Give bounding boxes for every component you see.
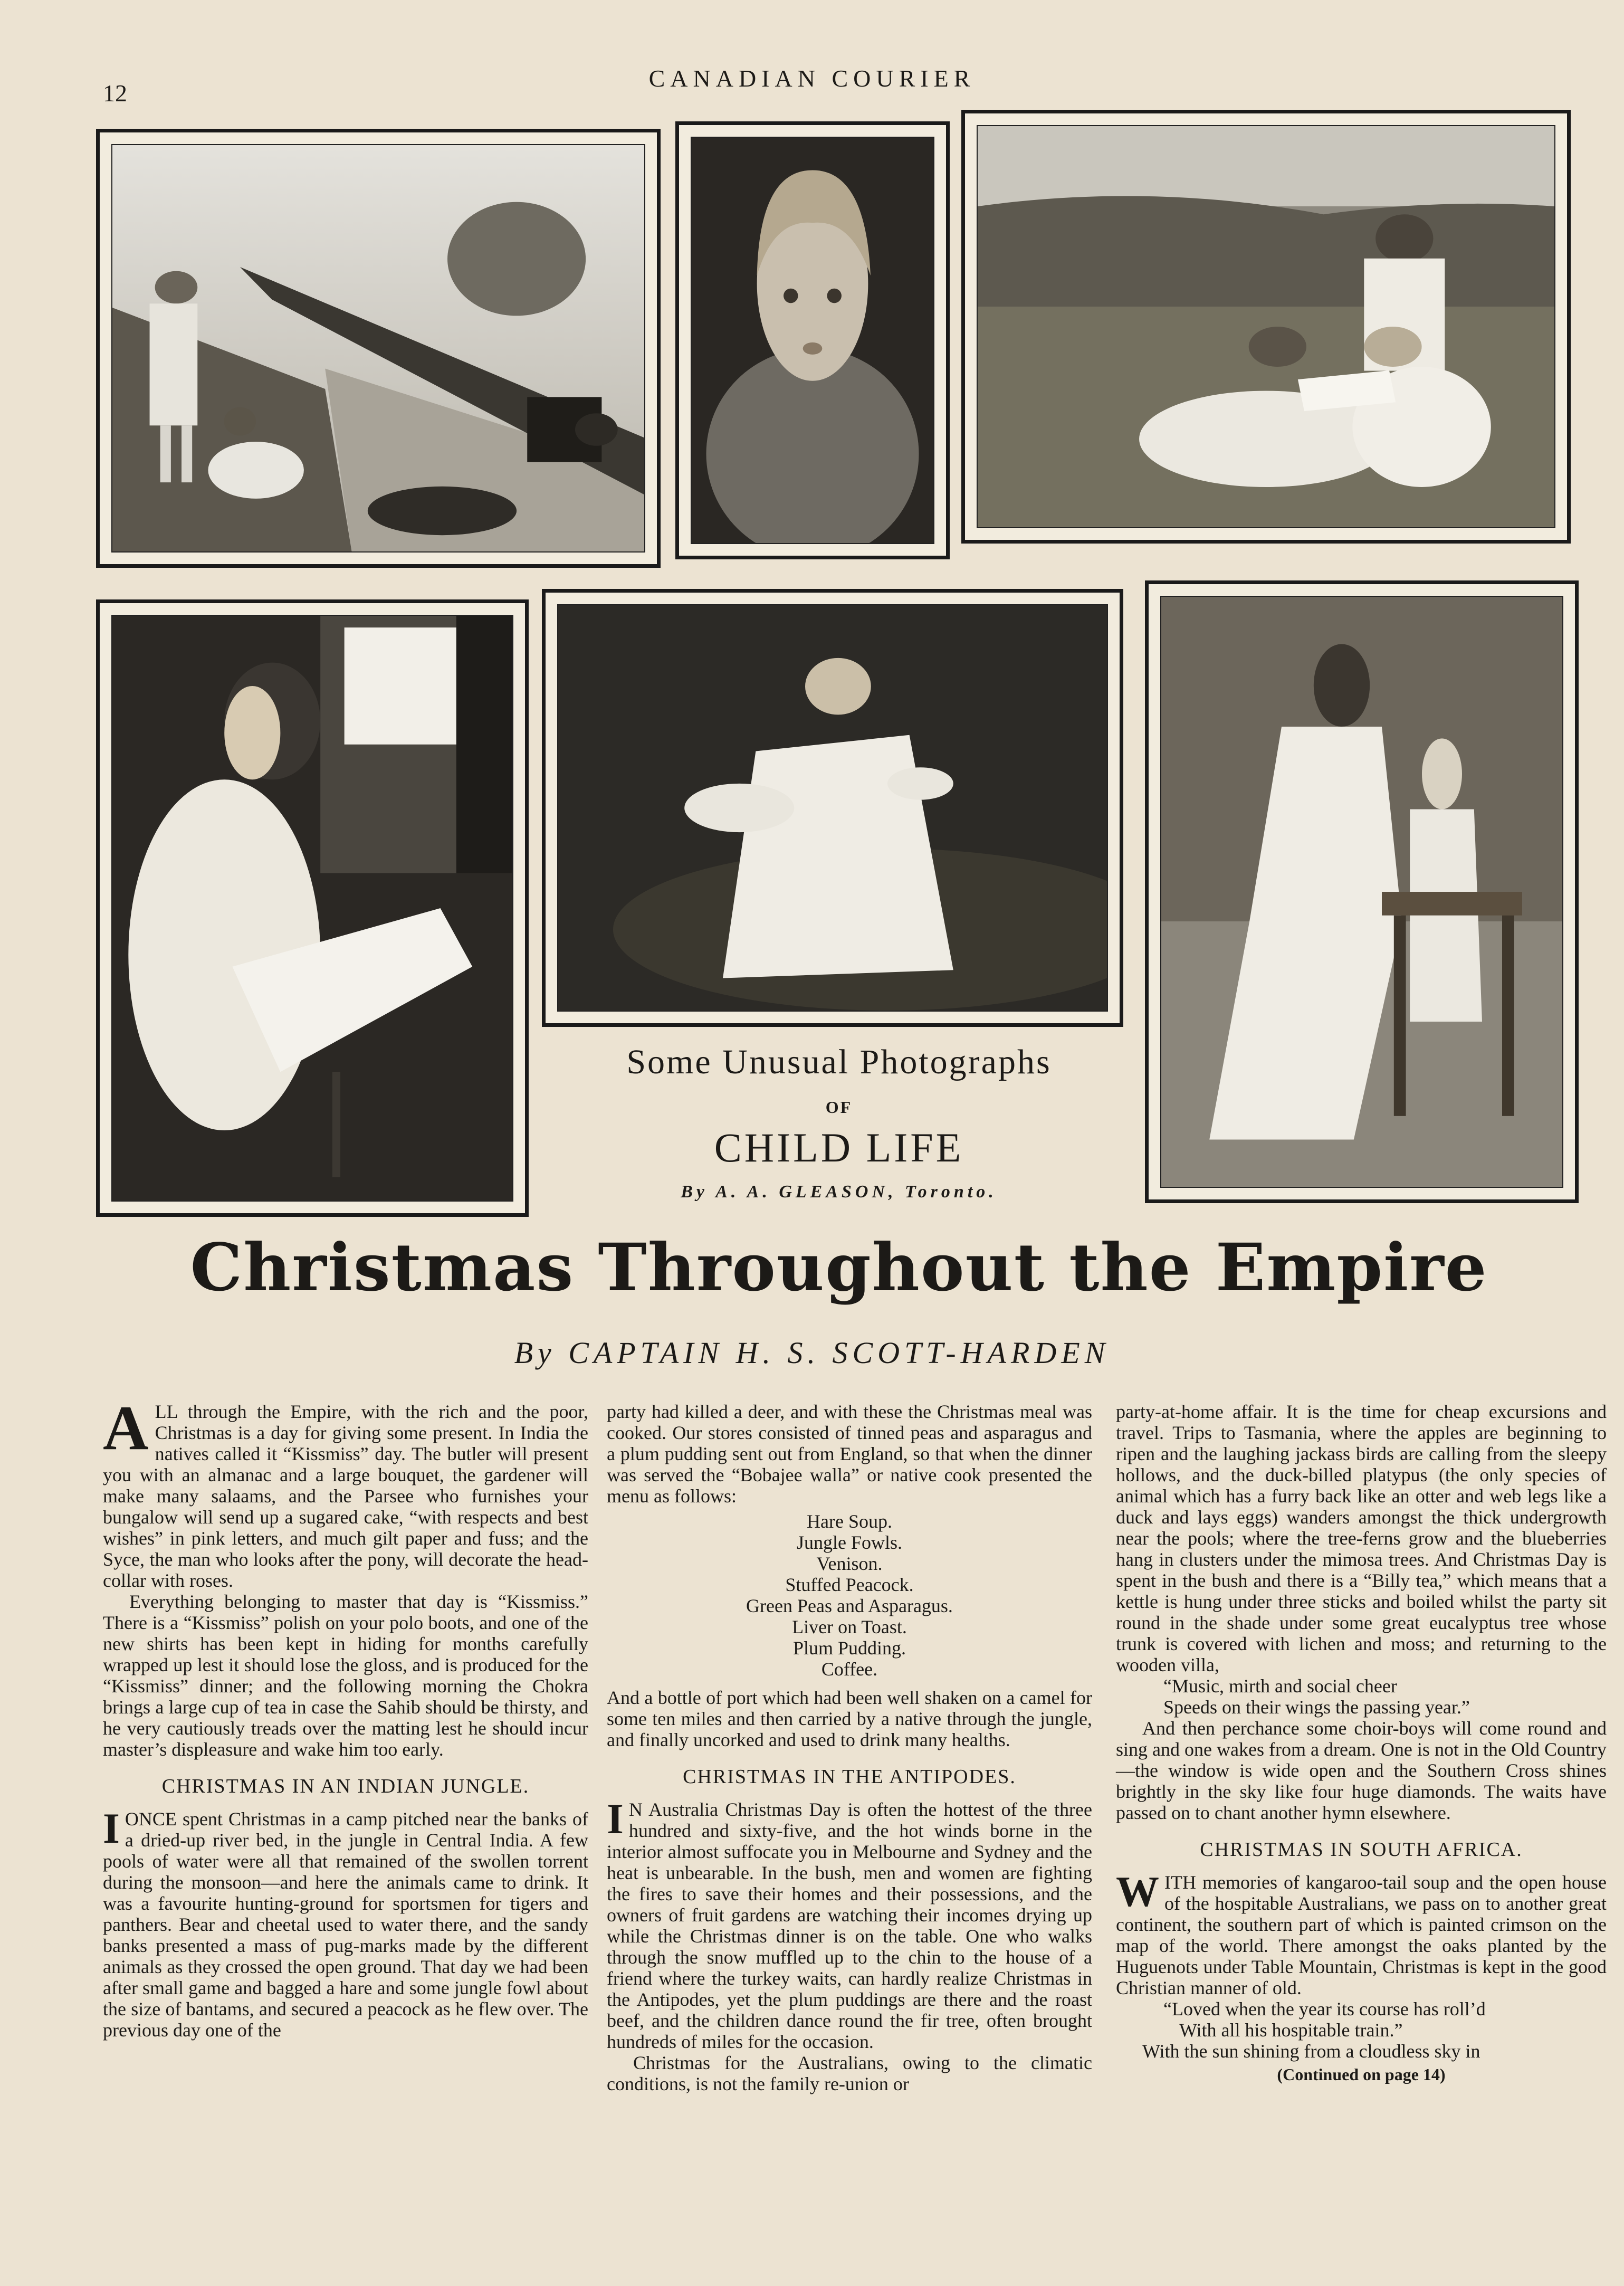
verse-quote [1116,1675,1607,1718]
photo-boy-portrait [675,121,950,559]
paragraph: And then perchance some choir-boys will come round and sing and one wakes from a dream. One is not in the Old Country—the window is wide open and the Southern Cross shines brightly in the sky like four huge diamonds. The waits have passed on to chant another hymn elsewhere. [1116,1718,1607,1823]
photo-children-train [96,129,661,568]
drop-cap: I [607,1795,624,1843]
section-heading: CHRISTMAS IN AN INDIAN JUNGLE. [161,1775,530,1797]
paragraph: ALL through the Empire, with the rich and the poor, Christmas is a day for giving some present. In India the natives called it “Kissmiss” day. The butler will present you with an almanac and a large bouquet, the gardener will make many salaams, and the Parsee who furnishes your bungalow will send up a sugared cake, “with respects and best wishes” in pink letters, and much gilt paper and fuss; and the Syce, the man who looks after the pony, will decorate the head-collar with roses. [103,1393,588,1591]
menu-item: Stuffed Peacock. [785,1574,914,1595]
running-head: CANADIAN COURIER [648,65,976,92]
verse-line: Speeds on their wings the passing year.” [1163,1697,1470,1718]
drop-cap: I [103,1804,120,1852]
section-heading: CHRISTMAS IN THE ANTIPODES. [683,1766,1016,1788]
photo-feature-title-of: OF [825,1098,853,1117]
photo-mother-child-table [1145,580,1579,1203]
article-byline: By CAPTAIN H. S. SCOTT-HARDEN [514,1336,1110,1370]
paragraph: With the sun shining from a cloudless sky in [1142,2041,1480,2062]
paragraph: Everything belonging to master that day is “Kissmiss.” There is a “Kissmiss” polish on your polo boots, and one of the new shirts has been kept in hiding for months carefully wrapped up lest it should lose the gloss, and is produced for the “Kissmiss” dinner; and the following morning the Chokra brings a large cup of tea in case the Sahib should be thirsty, and he very cautiously treads over the matting lest he should incur master’s displeasure and wake him too early. [103,1591,588,1760]
article-headline: Christmas Throughout the Empire [190,1230,1488,1306]
paragraph: party-at-home affair. It is the time for cheap excursions and travel. Trips to Tasmania, where the apples are beginning to ripen and the laughing jackass birds are calling from the sleepy hollows, and the duck-billed platypus (the only species of animal which has a furry back like an otter and web legs like a duck and lays eggs) wanders amongst the thick undergrowth near the pools; where the tree-ferns grow and the blueberries hang in clusters under the mimosa trees. And Christmas Day is spent in the bush and there is a “Billy tea,” which means that a kettle is hung under three sticks and boiled whilst the party sit round in the shade under some great eucalyptus tree whose trunk is covered with lichen and moss; and returning to the wooden villa, [1116,1401,1607,1675]
article-column-3 [1116,1401,1607,2085]
paragraph: party had killed a deer, and with these the Christmas meal was cooked. Our stores consisted of tinned peas and asparagus and a plum pudding sent out from England, so that when the dinner was served the “Bobajee walla” or native cook presented the menu as follows: [607,1401,1092,1507]
paragraph: Christmas for the Australians, owing to the climatic conditions, is not the family re-union or [607,2052,1092,2094]
dinner-menu [607,1511,1092,1680]
article-column-2 [607,1401,1092,2094]
verse-line: “Loved when the year its course has roll’d [1163,1998,1486,2020]
verse-quote [1116,1998,1607,2041]
menu-item: Green Peas and Asparagus. [746,1595,953,1616]
paragraph: I N Australia Christmas Day is often the hottest of the three hundred and sixty-five, and the hot winds borne in the interior almost suffocate you in Melbourne and Sydney and the heat is unbearable. In the bush, men and women are fighting the fires to save their homes and their possessions, and the owners of fruit gardens are watching their incomes drying up while the Christmas dinner is on the table. One who walks through the snow muffled up to the chin to the house of a friend where the turkey waits, can hardly realize Christmas in the Antipodes, yet the plum puddings are there and the roast beef, and the children dance round the fir tree, often brought hundreds of miles for the occasion. [607,1795,1092,2052]
verse-line: With all his hospitable train.” [1179,2020,1403,2041]
menu-item: Plum Pudding. [792,1637,906,1659]
paragraph: IONCE spent Christmas in a camp pitched near the banks of a dried-up river bed, in the jungle in Central India. A few pools of water were all that remained of the swollen torrent during the monsoon—and here the animals came to drink. It was a favourite hunting-ground for sportsmen for tigers and panthers. Bear and cheetal used to water there, and the sandy banks presented a mass of pug-marks made by the different animals as they crossed the open ground. That day we had been after small game and bagged a hare and some jungle fowl about the size of bantams, and secured a peacock as he flew over. The previous day one of the [103,1804,588,2041]
drop-cap: W [1116,1868,1159,1916]
page-number: 12 [103,80,127,107]
menu-item: Liver on Toast. [792,1616,907,1637]
menu-item: Coffee. [821,1659,878,1680]
menu-item: Venison. [816,1553,883,1574]
article-column-1 [103,1393,588,2041]
menu-item: Hare Soup. [807,1511,892,1532]
photo-woman-children-reading-outdoors [961,110,1571,544]
paragraph: WITH memories of kangaroo-tail soup and the open house of the hospitable Australians, we pass on to another great continent, the southern part of which is painted crimson on the map of the world. There amongst the oaks planted by the Huguenots under Table Mountain, Christmas is kept in the good Christian manner of old. [1116,1868,1607,1998]
paragraph: And a bottle of port which had been well shaken on a camel for some ten miles and then carried by a native through the jungle, and finally uncorked and used to drink many healths. [607,1687,1092,1750]
photo-feature-subject: CHILD LIFE [714,1125,964,1170]
section-heading: CHRISTMAS IN SOUTH AFRICA. [1200,1839,1523,1861]
drop-cap: A [103,1393,149,1463]
continued-notice: (Continued on page 14) [1277,2065,1446,2084]
photo-feature-title: Some Unusual Photographs [626,1043,1052,1081]
menu-item: Jungle Fowls. [796,1532,903,1553]
photo-girl-reading-window [96,599,529,1217]
photo-toddler-standing [542,589,1123,1027]
verse-line: “Music, mirth and social cheer [1163,1675,1397,1697]
photo-feature-byline: By A. A. GLEASON, Toronto. [681,1182,997,1202]
